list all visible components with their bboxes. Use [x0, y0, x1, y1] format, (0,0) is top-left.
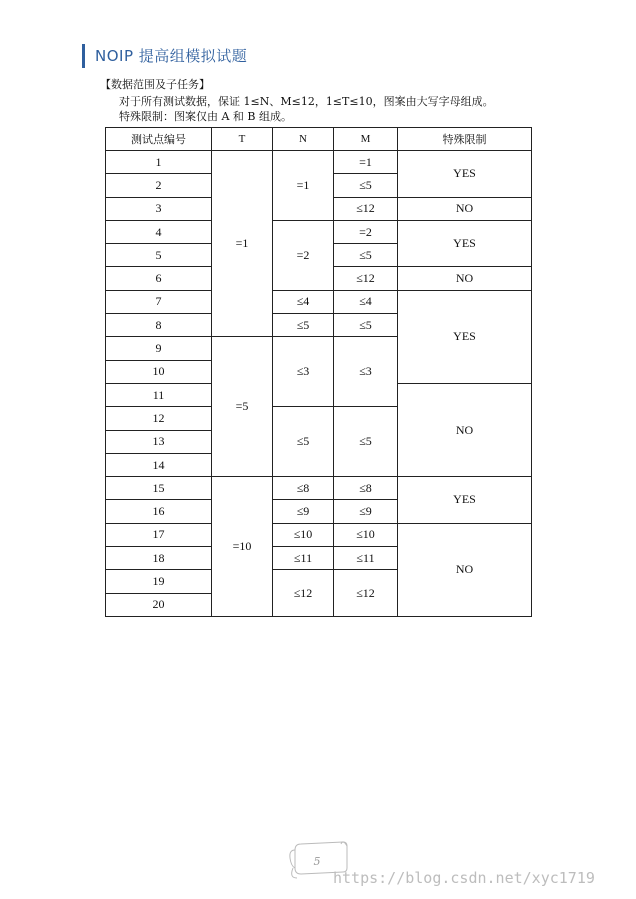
page-number: 5 — [313, 855, 321, 868]
cell-m: ≤3 — [334, 337, 398, 407]
testcase-id: 16 — [106, 500, 212, 523]
column-header-t: T — [212, 128, 273, 151]
testcase-id: 4 — [106, 220, 212, 243]
cell-n: ≤5 — [273, 314, 334, 337]
cell-m: ≤9 — [334, 500, 398, 523]
cell-n: ≤3 — [273, 337, 334, 407]
column-header-m: M — [334, 128, 398, 151]
testcase-id: 1 — [106, 151, 212, 174]
cell-t: =1 — [212, 151, 273, 337]
cell-t: =5 — [212, 337, 273, 477]
testcase-id: 11 — [106, 383, 212, 406]
special-limit-line: 特殊限制：图案仅由 A 和 B 组成。 — [119, 110, 293, 123]
testcase-id: 19 — [106, 570, 212, 593]
table-row — [106, 477, 532, 500]
cell-n: ≤5 — [273, 407, 334, 477]
table-row — [106, 151, 532, 174]
section-title: 【数据范围及子任务】 — [100, 78, 210, 91]
testcase-id: 8 — [106, 314, 212, 337]
cell-n: =2 — [273, 220, 334, 290]
testcase-id: 17 — [106, 523, 212, 546]
table-header-row — [106, 128, 532, 151]
testcase-id: 2 — [106, 174, 212, 197]
cell-m: ≤12 — [334, 197, 398, 220]
cell-n: ≤11 — [273, 547, 334, 570]
cell-m: ≤12 — [334, 570, 398, 617]
cell-special: NO — [398, 197, 532, 220]
cell-m: =2 — [334, 220, 398, 243]
cell-special: NO — [398, 523, 532, 616]
testcase-id: 5 — [106, 244, 212, 267]
cell-m: ≤10 — [334, 523, 398, 546]
cell-t: =10 — [212, 477, 273, 617]
column-header-n: N — [273, 128, 334, 151]
constraints-line: 对于所有测试数据，保证 1≤N、M≤12，1≤T≤10，图案由大写字母组成。 — [119, 95, 494, 108]
subtask-table — [105, 127, 532, 617]
table-row — [106, 220, 532, 243]
cell-n: ≤12 — [273, 570, 334, 617]
cell-special: YES — [398, 151, 532, 198]
testcase-id: 9 — [106, 337, 212, 360]
cell-m: ≤5 — [334, 407, 398, 477]
watermark-url: https://blog.csdn.net/xyc1719 — [333, 869, 595, 887]
cell-m: ≤11 — [334, 547, 398, 570]
cell-n: ≤9 — [273, 500, 334, 523]
cell-m: ≤12 — [334, 267, 398, 290]
table-row — [106, 523, 532, 546]
cell-m: ≤5 — [334, 244, 398, 267]
table-row — [106, 290, 532, 313]
testcase-id: 10 — [106, 360, 212, 383]
cell-n: ≤10 — [273, 523, 334, 546]
testcase-id: 20 — [106, 593, 212, 616]
column-header-testcase: 测试点编号 — [106, 128, 212, 151]
cell-special: NO — [398, 267, 532, 290]
cell-special: YES — [398, 477, 532, 524]
testcase-id: 18 — [106, 547, 212, 570]
testcase-id: 3 — [106, 197, 212, 220]
page-header-title: NOIP 提高组模拟试题 — [82, 44, 247, 68]
testcase-id: 12 — [106, 407, 212, 430]
cell-n: ≤4 — [273, 290, 334, 313]
cell-m: ≤5 — [334, 174, 398, 197]
cell-m: =1 — [334, 151, 398, 174]
cell-special: NO — [398, 383, 532, 476]
cell-m: ≤8 — [334, 477, 398, 500]
cell-n: ≤8 — [273, 477, 334, 500]
testcase-id: 6 — [106, 267, 212, 290]
testcase-id: 15 — [106, 477, 212, 500]
cell-m: ≤4 — [334, 290, 398, 313]
testcase-id: 13 — [106, 430, 212, 453]
cell-m: ≤5 — [334, 314, 398, 337]
cell-special: YES — [398, 220, 532, 267]
testcase-id: 7 — [106, 290, 212, 313]
cell-special: YES — [398, 290, 532, 383]
column-header-special: 特殊限制 — [398, 128, 532, 151]
testcase-id: 14 — [106, 453, 212, 476]
cell-n: =1 — [273, 151, 334, 221]
